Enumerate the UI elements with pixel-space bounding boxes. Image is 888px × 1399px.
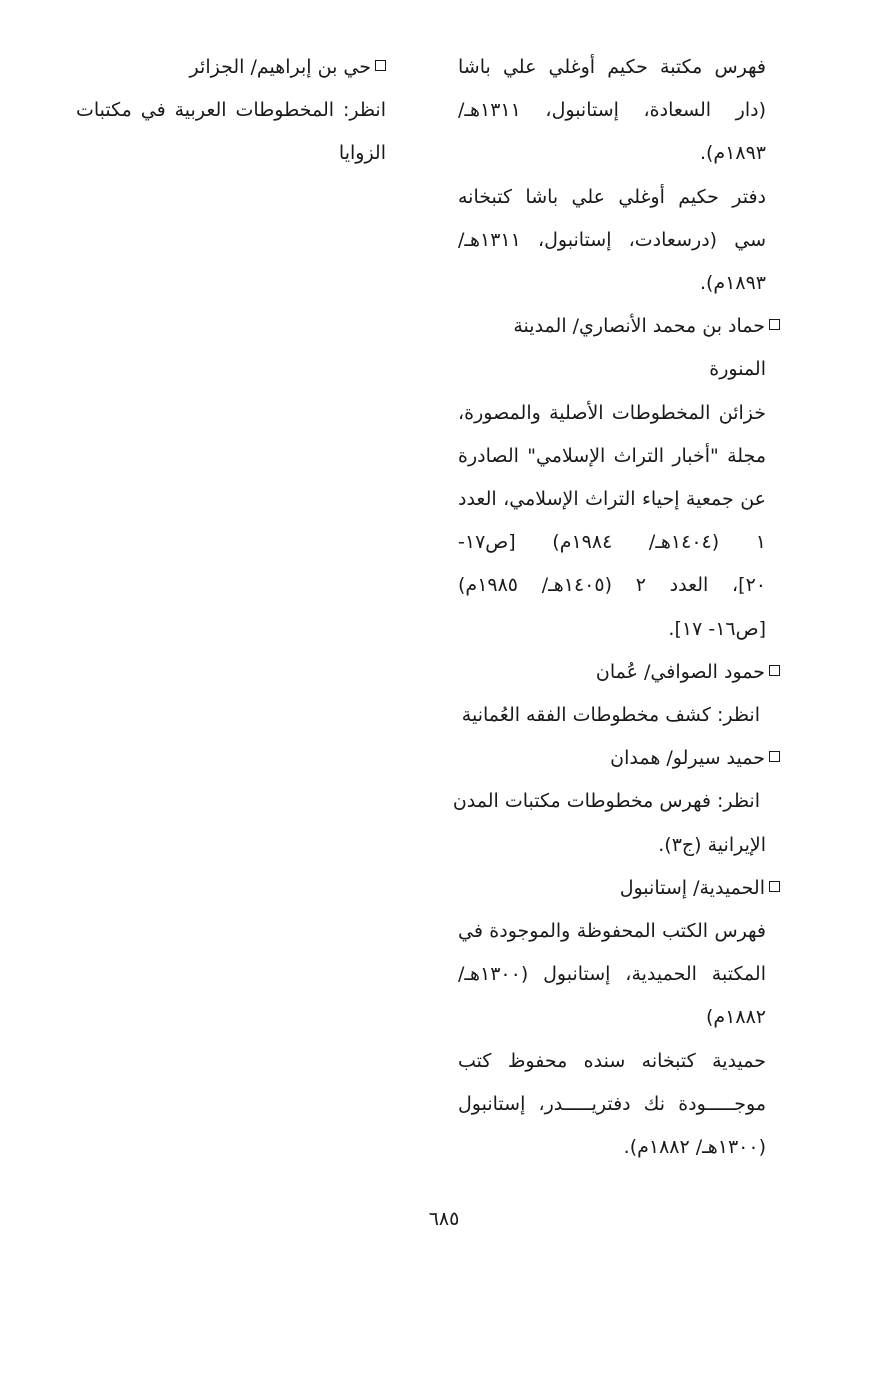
- square-bullet-icon: [375, 60, 386, 71]
- entry-text: مجلة "أخبار التراث الإسلامي" الصادرة: [458, 444, 766, 467]
- entry-heading: حمود الصوافي/ عُمان: [458, 651, 780, 694]
- entry-text: فهرس مكتبة حكيم أوغلي علي باشا: [458, 56, 766, 78]
- page-number: ٦٨٥: [428, 1208, 460, 1230]
- square-bullet-icon: [769, 319, 780, 330]
- entry-text: ١٨٩٣م).: [699, 272, 766, 295]
- square-bullet-icon: [769, 665, 780, 676]
- entry-heading: حميد سيرلو/ همدان: [458, 737, 780, 780]
- entry-text: المكتبة الحميدية، إستانبول (١٣٠٠هـ/: [458, 963, 766, 986]
- entry-text: ١٨٩٣م).: [699, 142, 766, 165]
- square-bullet-icon: [769, 881, 780, 892]
- entry-text: (١٣٠٠هـ/ ١٨٨٢م).: [623, 1136, 766, 1159]
- entry-text: [ص١٦- ١٧].: [668, 617, 766, 640]
- see-reference-continuation: الزوايا: [338, 142, 386, 165]
- see-reference: انظر: كشف مخطوطات الفقه العُمانية: [461, 704, 760, 727]
- see-reference: انظر: المخطوطات العربية في مكتبات: [76, 99, 386, 122]
- entry-text: دفتر حكيم أوغلي علي باشا كتبخانه: [458, 185, 766, 208]
- entry-heading: الحميدية/ إستانبول: [458, 867, 780, 910]
- entry-text: ٢٠]، العدد ٢ (١٤٠٥هـ/ ١٩٨٥م): [458, 574, 767, 597]
- square-bullet-icon: [769, 751, 780, 762]
- see-reference-continuation: الإيرانية (ج٣).: [658, 833, 766, 856]
- entry-text: فهرس الكتب المحفوظة والموجودة في: [458, 920, 766, 943]
- entry-text: ١ (١٤٠٤هـ/ ١٩٨٤م) [ص١٧-: [458, 531, 767, 554]
- entry-heading: حي بن إبراهيم/ الجزائر: [76, 46, 386, 89]
- entry-text: سي (درسعادت، إستانبول، ١٣١١هـ/: [458, 228, 766, 251]
- entry-text: خزائن المخطوطات الأصلية والمصورة،: [458, 401, 766, 424]
- entry-heading-continuation: المنورة: [709, 358, 766, 381]
- entry-text: (دار السعادة، إستانبول، ١٣١١هـ/: [458, 99, 766, 122]
- entry-text: موجـــــودة نك دفتريـــــدر، إستانبول: [458, 1092, 766, 1115]
- entry-text: حميدية كتبخانه سنده محفوظ كتب: [458, 1049, 766, 1072]
- right-column: [452, 46, 767, 1169]
- entry-heading: حماد بن محمد الأنصاري/ المدينة: [458, 305, 780, 348]
- entry-text: ١٨٨٢م): [705, 1006, 766, 1029]
- see-reference: انظر: فهرس مخطوطات مكتبات المدن: [452, 790, 760, 813]
- left-column: [76, 46, 386, 176]
- entry-text: عن جمعية إحياء التراث الإسلامي، العدد: [458, 488, 766, 511]
